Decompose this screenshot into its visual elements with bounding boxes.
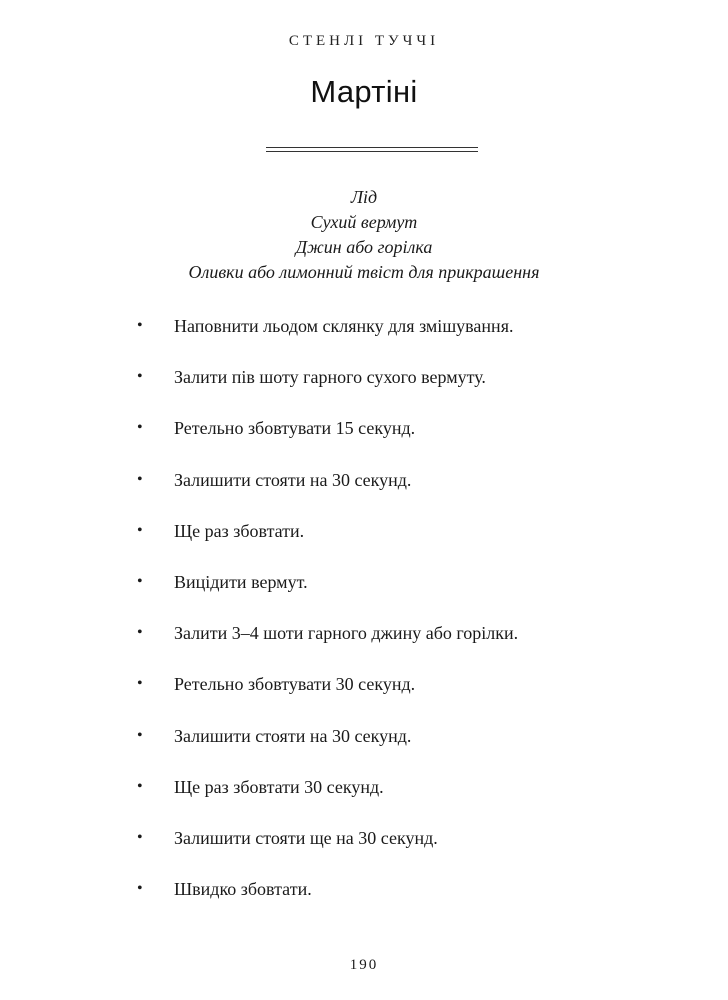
bullet-icon: • xyxy=(137,624,143,642)
running-head: СТЕНЛІ ТУЧЧІ xyxy=(288,33,440,49)
step-item xyxy=(0,876,728,927)
step-item xyxy=(0,774,728,825)
bullet-icon: • xyxy=(137,470,143,488)
bullet-icon: • xyxy=(137,675,143,693)
recipe-title: Мартіні xyxy=(310,74,418,109)
step-text: Ретельно збовтувати 30 секунд. xyxy=(174,674,416,695)
step-text: Залити пів шоту гарного сухого вермуту. xyxy=(174,367,486,388)
ingredients-list xyxy=(0,185,728,285)
ingredient-item: Джин або горілка xyxy=(295,237,433,257)
step-item xyxy=(0,825,728,876)
step-text: Залити 3–4 шоти гарного джину або горілки. xyxy=(174,623,519,644)
step-text: Ще раз збовтати 30 секунд. xyxy=(174,776,384,797)
step-item xyxy=(0,620,728,671)
step-text: Вицідити вермут. xyxy=(174,571,308,592)
step-item xyxy=(0,467,728,518)
step-item xyxy=(0,671,728,722)
bullet-icon: • xyxy=(137,317,143,334)
step-item xyxy=(0,569,728,620)
ingredient-item: Лід xyxy=(350,187,378,207)
bullet-icon: • xyxy=(137,828,143,846)
step-text: Швидко збовтати. xyxy=(174,879,312,900)
page-number: 190 xyxy=(349,957,379,973)
steps-list xyxy=(0,313,728,927)
step-text: Наповнити льодом склянку для змішування. xyxy=(174,316,514,336)
step-text: Залишити стояти ще на 30 секунд. xyxy=(174,827,438,848)
step-text: Ретельно збовтувати 15 секунд. xyxy=(174,418,416,439)
bullet-icon: • xyxy=(137,419,143,437)
step-text: Залишити стояти на 30 секунд. xyxy=(174,469,412,490)
ingredient-item: Оливки або лимонний твіст для прикрашення xyxy=(188,262,540,282)
step-text: Залишити стояти на 30 секунд. xyxy=(174,725,412,746)
step-item xyxy=(0,518,728,569)
step-item xyxy=(0,723,728,774)
step-item xyxy=(0,415,728,466)
bullet-icon: • xyxy=(137,368,143,386)
bullet-icon: • xyxy=(137,726,143,744)
title-divider xyxy=(266,147,478,152)
ingredient-item: Сухий вермут xyxy=(310,212,418,232)
step-item xyxy=(0,364,728,415)
bullet-icon: • xyxy=(137,521,143,539)
bullet-icon: • xyxy=(137,777,143,795)
step-item xyxy=(0,313,728,364)
step-text: Ще раз збовтати. xyxy=(174,520,305,541)
bullet-icon: • xyxy=(137,572,143,590)
bullet-icon: • xyxy=(137,880,143,898)
